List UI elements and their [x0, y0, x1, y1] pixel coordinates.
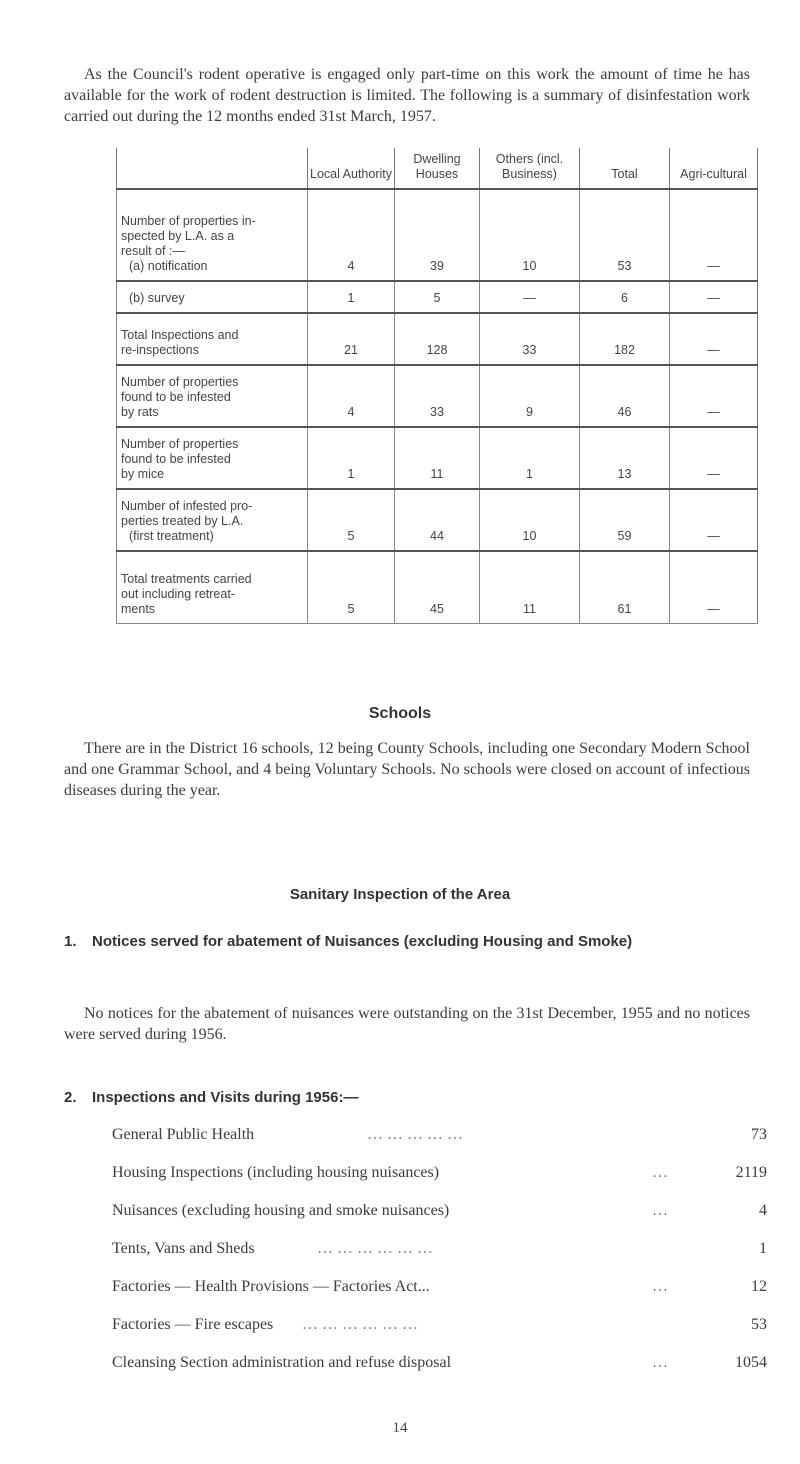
cell-others: — — [480, 281, 580, 313]
inspection-label: Housing Inspections (including housing nuisances) — [112, 1164, 440, 1181]
cell-dwelling-houses: 44 — [395, 489, 480, 551]
row-label-line: re-inspections — [121, 343, 199, 357]
cell-local-authority: 5 — [308, 489, 395, 551]
leader-dots: … — [652, 1354, 668, 1371]
row-label-line: found to be infested — [121, 390, 231, 404]
row-label-line: Number of properties — [121, 437, 239, 451]
notices-title: Notices served for abatement of Nuisances (excluding Housing and Smoke) — [92, 933, 633, 950]
inspection-count: 53 — [751, 1316, 767, 1333]
cell-others: 9 — [480, 365, 580, 427]
cell-local-authority: 21 — [308, 313, 395, 365]
cell-total: 46 — [580, 365, 670, 427]
rodent-disinfestation-table — [116, 148, 758, 624]
row-label-line: out including retreat- — [121, 586, 235, 601]
row-label-line: Number of properties in- — [121, 214, 256, 228]
row-label-line: by mice — [121, 467, 165, 481]
table-row — [117, 427, 758, 489]
cell-total: 59 — [580, 489, 670, 551]
list-item — [112, 1315, 767, 1353]
inspection-count: 4 — [759, 1202, 767, 1219]
cell-agricultural: — — [670, 489, 758, 551]
cell-agricultural: — — [670, 427, 758, 489]
row-label-line: Total treatments carried — [121, 571, 252, 586]
table-header-row — [117, 148, 758, 189]
cell-local-authority: 1 — [308, 427, 395, 489]
inspection-label: Tents, Vans and Sheds — [112, 1240, 255, 1257]
row-label-line: found to be infested — [121, 452, 231, 466]
header-others: Others (incl. Business) — [480, 148, 580, 189]
cell-total: 13 — [580, 427, 670, 489]
header-agricultural: Agri-cultural — [670, 148, 758, 189]
row-label-line: Number of properties — [121, 375, 239, 389]
inspection-label: Cleansing Section administration and refuse disposal — [112, 1354, 452, 1371]
inspection-label: General Public Health — [112, 1126, 255, 1143]
schools-heading: Schools — [368, 705, 432, 722]
list-item — [112, 1277, 767, 1315]
row-label-line: (b) survey — [129, 291, 185, 305]
inspection-count: 1 — [759, 1240, 767, 1257]
list-item — [112, 1239, 767, 1277]
cell-others: 10 — [480, 189, 580, 281]
row-label-line: ments — [121, 601, 156, 616]
row-label — [117, 427, 308, 489]
list-item — [112, 1201, 767, 1239]
cell-agricultural: — — [670, 189, 758, 281]
row-label-line: result of :— — [121, 244, 185, 258]
leader-dots: … — [652, 1202, 668, 1219]
table-row — [117, 189, 758, 281]
inspections-title: Inspections and Visits during 1956:— — [92, 1089, 359, 1106]
header-total: Total — [580, 148, 670, 189]
row-label — [117, 551, 308, 623]
sanitary-inspection-heading: Sanitary Inspection of the Area — [289, 886, 511, 903]
row-label-line: (first treatment) — [129, 529, 214, 543]
list-item — [112, 1163, 767, 1201]
table-row — [117, 365, 758, 427]
row-label — [117, 281, 308, 313]
inspections-number: 2. — [64, 1089, 77, 1106]
notices-heading — [64, 932, 764, 952]
inspection-label: Factories — Fire escapes — [112, 1316, 274, 1333]
inspections-list — [112, 1125, 767, 1391]
inspection-count: 2119 — [735, 1164, 767, 1181]
leader-dots: … — [652, 1278, 668, 1295]
inspection-count: 73 — [751, 1126, 767, 1143]
cell-agricultural: — — [670, 551, 758, 623]
inspection-count: 1054 — [735, 1354, 767, 1371]
inspection-label: Nuisances (excluding housing and smoke nuisances) — [112, 1202, 450, 1219]
cell-dwelling-houses: 39 — [395, 189, 480, 281]
cell-dwelling-houses: 128 — [395, 313, 480, 365]
cell-local-authority: 1 — [308, 281, 395, 313]
row-label-line: by rats — [121, 405, 159, 419]
list-item — [112, 1353, 767, 1391]
cell-agricultural: — — [670, 281, 758, 313]
row-label-line: perties treated by L.A. — [121, 514, 244, 528]
cell-dwelling-houses: 33 — [395, 365, 480, 427]
cell-agricultural: — — [670, 313, 758, 365]
schools-paragraph: There are in the District 16 schools, 12 being County Schools, including one Secondary Modern School and one Grammar School, and 4 being Voluntary Schools. No schools were closed on account of infectious diseases during the year. — [64, 740, 750, 799]
header-local-authority: Local Authority — [308, 148, 395, 189]
table-row — [117, 489, 758, 551]
leader-dots: … … … … … — [367, 1126, 463, 1143]
notices-paragraph: No notices for the abatement of nuisances were outstanding on the 31st December, 1955 and no notices were served during 1956. — [64, 1005, 750, 1043]
cell-local-authority: 4 — [308, 189, 395, 281]
header-dwelling-houses: Dwelling Houses — [395, 148, 480, 189]
cell-total: 53 — [580, 189, 670, 281]
inspections-heading — [64, 1088, 764, 1108]
cell-dwelling-houses: 11 — [395, 427, 480, 489]
intro-paragraph: As the Council's rodent operative is engaged only part-time on this work the amount of time he has available for the work of rodent destruction is limited. The following is a summary of disinfestation work carried out during the 12 months ended 31st March, 1957. — [64, 66, 750, 125]
header-blank — [117, 148, 308, 189]
row-label — [117, 189, 308, 281]
cell-total: 182 — [580, 313, 670, 365]
cell-others: 33 — [480, 313, 580, 365]
page-number: 14 — [392, 1420, 408, 1436]
cell-others: 11 — [480, 551, 580, 623]
row-label — [117, 365, 308, 427]
row-label — [117, 313, 308, 365]
inspection-count: 12 — [751, 1278, 767, 1295]
row-label-line: Number of infested pro- — [121, 499, 253, 513]
list-item — [112, 1125, 767, 1163]
cell-total: 6 — [580, 281, 670, 313]
cell-agricultural: — — [670, 365, 758, 427]
cell-dwelling-houses: 45 — [395, 551, 480, 623]
row-label-line: Total Inspections and — [121, 328, 239, 342]
table-row — [117, 281, 758, 313]
cell-dwelling-houses: 5 — [395, 281, 480, 313]
table-row — [117, 313, 758, 365]
leader-dots: … … … … … … — [302, 1316, 418, 1333]
table-row — [117, 551, 758, 623]
row-label-line: spected by L.A. as a — [121, 229, 235, 243]
cell-local-authority: 5 — [308, 551, 395, 623]
cell-others: 10 — [480, 489, 580, 551]
cell-others: 1 — [480, 427, 580, 489]
leader-dots: … … … … … … — [317, 1240, 433, 1257]
cell-local-authority: 4 — [308, 365, 395, 427]
cell-total: 61 — [580, 551, 670, 623]
leader-dots: … — [652, 1164, 668, 1181]
notices-number: 1. — [64, 933, 77, 950]
row-label — [117, 489, 308, 551]
inspection-label: Factories — Health Provisions — Factories Act... — [112, 1278, 430, 1295]
row-label-line: (a) notification — [129, 259, 208, 273]
